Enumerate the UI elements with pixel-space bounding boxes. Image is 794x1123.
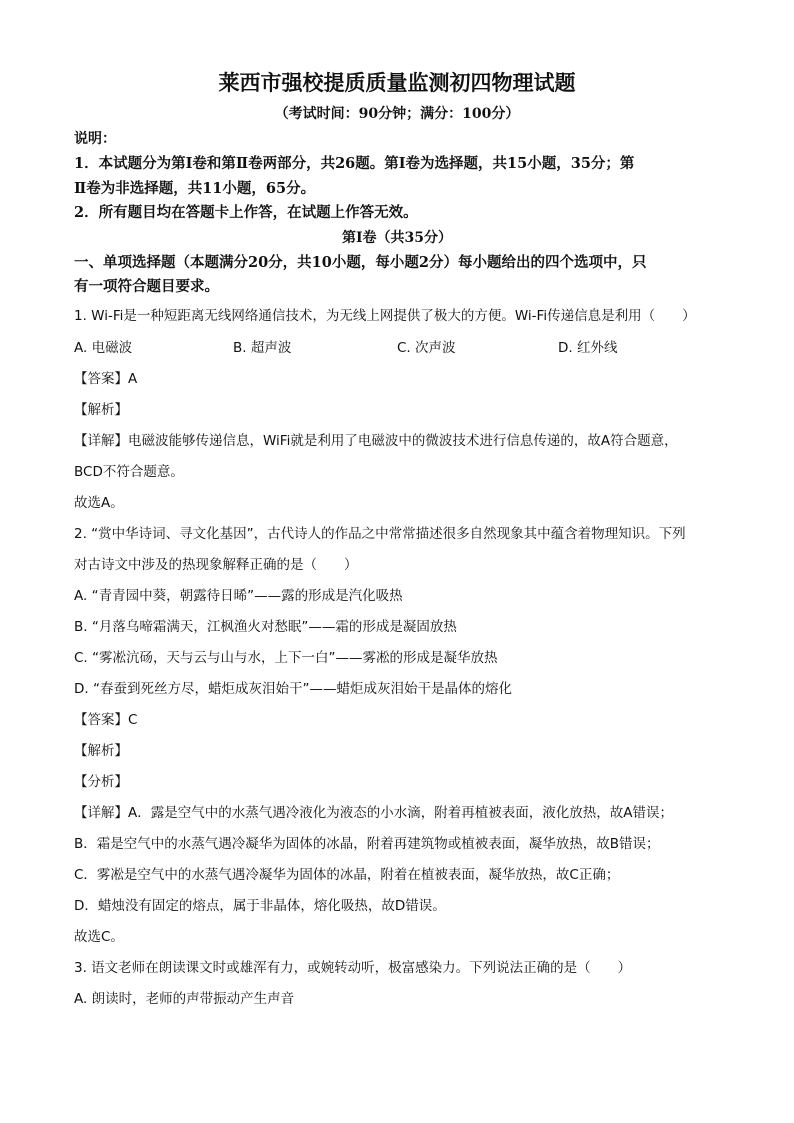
- section-heading-cont: 有一项符合题目要求。: [74, 278, 219, 295]
- question-2-option-b: B. “月落乌啼霜满天，江枫渔火对愁眠”——霜的形成是凝固放热: [74, 619, 457, 635]
- question-2-option-d: D. “春蚕到死丝方尽，蜡炬成灰泪始干”——蜡炬成灰泪始干是晶体的熔化: [74, 681, 512, 697]
- notes-heading: 说明：: [74, 131, 116, 147]
- question-1-option-b: B. 超声波: [233, 340, 292, 356]
- question-3-option-a: A. 朗读时，老师的声带振动产生声音: [74, 991, 295, 1007]
- question-1-answer: 【答案】A: [74, 371, 138, 387]
- note-item-1-cont: Ⅱ卷为非选择题，共11小题，65分。: [74, 180, 316, 197]
- note-item-2: 2．所有题目均在答题卡上作答，在试题上作答无效。: [74, 204, 418, 221]
- question-2-fenxi: 【分析】: [74, 774, 128, 790]
- question-1-option-d: D. 红外线: [558, 340, 618, 356]
- question-2-detail-a: 【详解】A．露是空气中的水蒸气遇冷液化为液态的小水滴，附着再植被表面，液化放热，故A错误；: [74, 805, 673, 821]
- question-2-option-a: A. “青青园中葵，朝露待日晞”——露的形成是汽化吸热: [74, 588, 403, 604]
- question-2-answer: 【答案】C: [74, 712, 138, 728]
- question-1-option-c: C. 次声波: [397, 340, 456, 356]
- exam-info: （考试时间：90分钟；满分：100分）: [274, 106, 520, 122]
- question-2-detail-d: D．蜡烛没有固定的熔点，属于非晶体，熔化吸热，故D错误。: [74, 898, 446, 914]
- question-1-detail: 【详解】电磁波能够传递信息，WiFi就是利用了电磁波中的微波技术进行信息传递的，故A符合题意，: [74, 433, 678, 449]
- question-1-stem: 1. Wi-Fi是一种短距离无线网络通信技术，为无线上网提供了极大的方便。Wi-Fi传递信息是利用（ ）: [74, 308, 696, 324]
- question-2-stem-cont: 对古诗文中涉及的热现象解释正确的是（ ）: [74, 557, 358, 573]
- question-2-analysis: 【解析】: [74, 743, 128, 759]
- question-2-conclusion: 故选C。: [74, 929, 124, 945]
- question-1-detail-cont: BCD不符合题意。: [74, 464, 184, 480]
- question-2-stem: 2. “赏中华诗词、寻文化基因”，古代诗人的作品之中常常描述很多自然现象其中蕴含着物理知识。下列: [74, 526, 686, 542]
- question-2-detail-b: B．霜是空气中的水蒸气遇冷凝华为固体的冰晶，附着再建筑物或植被表面，凝华放热，故B错误；: [74, 836, 660, 852]
- page-title: 莱西市强校提质质量监测初四物理试题: [218, 70, 576, 95]
- question-3-stem: 3. 语文老师在朗读课文时或雄浑有力，或婉转动听，极富感染力。下列说法正确的是（ ）: [74, 960, 632, 976]
- question-2-option-c: C. “雾凇沆砀，天与云与山与水，上下一白”——雾凇的形成是凝华放热: [74, 650, 498, 666]
- note-item-1: 1．本试题分为第Ⅰ卷和第Ⅱ卷两部分，共26题。第Ⅰ卷为选择题，共15小题，35分；第: [74, 155, 635, 172]
- question-1-conclusion: 故选A。: [74, 495, 124, 511]
- question-2-detail-c: C．雾凇是空气中的水蒸气遇冷凝华为固体的冰晶，附着在植被表面，凝华放热，故C正确；: [74, 867, 620, 883]
- question-1-option-a: A. 电磁波: [74, 340, 133, 356]
- part-heading: 第Ⅰ卷（共35分）: [341, 230, 453, 246]
- section-heading: 一、单项选择题（本题满分20分，共10小题，每小题2分）每小题给出的四个选项中，只: [74, 254, 647, 271]
- question-1-analysis: 【解析】: [74, 402, 128, 418]
